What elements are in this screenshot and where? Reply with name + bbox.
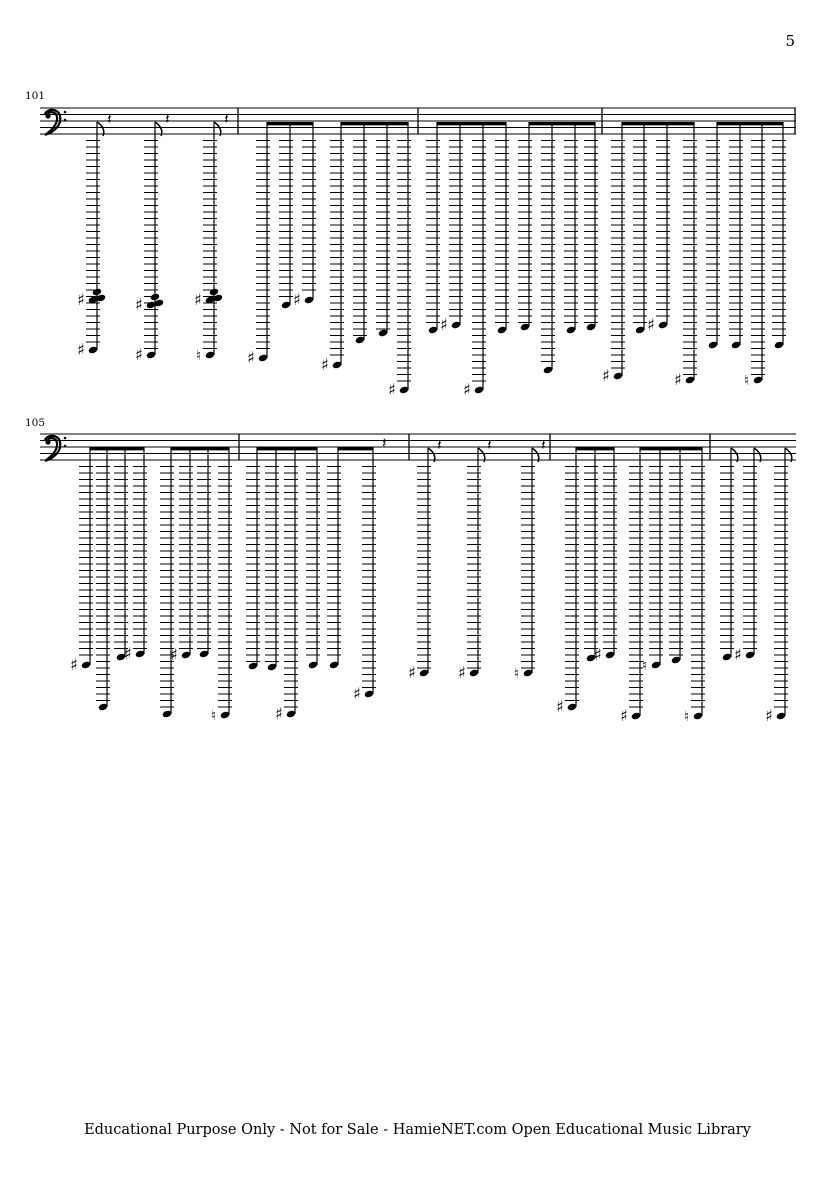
bass-clef-dot	[64, 119, 67, 122]
sharp-icon: ♯	[408, 663, 416, 682]
beam	[717, 122, 783, 125]
beam	[171, 447, 229, 450]
natural-icon: ♮	[744, 373, 750, 389]
music-notation	[40, 108, 796, 725]
beam	[341, 122, 408, 125]
bass-clef-dot	[64, 437, 67, 440]
bass-clef-dot	[64, 111, 67, 114]
natural-icon: ♮	[684, 709, 690, 725]
measure-number-105: 105	[25, 417, 46, 429]
sharp-icon: ♯	[602, 366, 610, 385]
bass-clef-icon	[45, 439, 50, 444]
sharp-icon: ♯	[458, 663, 466, 682]
beam	[338, 447, 373, 450]
natural-icon: ♮	[514, 666, 520, 682]
natural-icon: ♮	[196, 348, 202, 364]
measure-number-101: 101	[25, 90, 46, 102]
quarter-rest-icon: 𝄽	[487, 436, 492, 454]
sharp-icon: ♯	[194, 290, 202, 309]
sharp-icon: ♯	[594, 645, 602, 664]
sharp-icon: ♯	[734, 645, 742, 664]
sharp-icon: ♯	[77, 340, 85, 359]
beam	[622, 122, 694, 125]
sharp-icon: ♯	[135, 345, 143, 364]
natural-icon: ♮	[211, 708, 217, 724]
sharp-icon: ♯	[620, 706, 628, 725]
beam	[437, 122, 506, 125]
sharp-icon: ♯	[124, 644, 132, 663]
sharp-icon: ♯	[463, 380, 471, 399]
quarter-rest-icon: 𝄽	[382, 434, 387, 452]
beam	[576, 447, 614, 450]
page-number: 5	[785, 32, 795, 50]
quarter-rest-icon: 𝄽	[107, 110, 112, 128]
sharp-icon: ♯	[321, 355, 329, 374]
sharp-icon: ♯	[765, 706, 773, 725]
sharp-icon: ♯	[77, 290, 85, 309]
bass-clef-dot	[64, 445, 67, 448]
sharp-icon: ♯	[388, 380, 396, 399]
beam	[90, 447, 144, 450]
sharp-icon: ♯	[556, 697, 564, 716]
footer-text: Educational Purpose Only - Not for Sale - HamieNET.com Open Educational Music Library	[84, 1122, 751, 1138]
sharp-icon: ♯	[440, 315, 448, 334]
sharp-icon: ♯	[293, 290, 301, 309]
sharp-icon: ♯	[170, 645, 178, 664]
sharp-icon: ♯	[647, 315, 655, 334]
beam	[257, 447, 317, 450]
quarter-rest-icon: 𝄽	[437, 436, 442, 454]
beam	[267, 122, 313, 125]
quarter-rest-icon: 𝄽	[224, 110, 229, 128]
sharp-icon: ♯	[135, 295, 143, 314]
quarter-rest-icon: 𝄽	[541, 436, 546, 454]
sharp-icon: ♯	[247, 348, 255, 367]
sharp-icon: ♯	[674, 370, 682, 389]
sharp-icon: ♯	[353, 684, 361, 703]
bass-clef-icon	[45, 113, 50, 118]
beam	[640, 447, 702, 450]
natural-icon: ♮	[642, 658, 648, 674]
sharp-icon: ♯	[70, 655, 78, 674]
quarter-rest-icon: 𝄽	[165, 110, 170, 128]
sharp-icon: ♯	[275, 704, 283, 723]
beam	[529, 122, 595, 125]
